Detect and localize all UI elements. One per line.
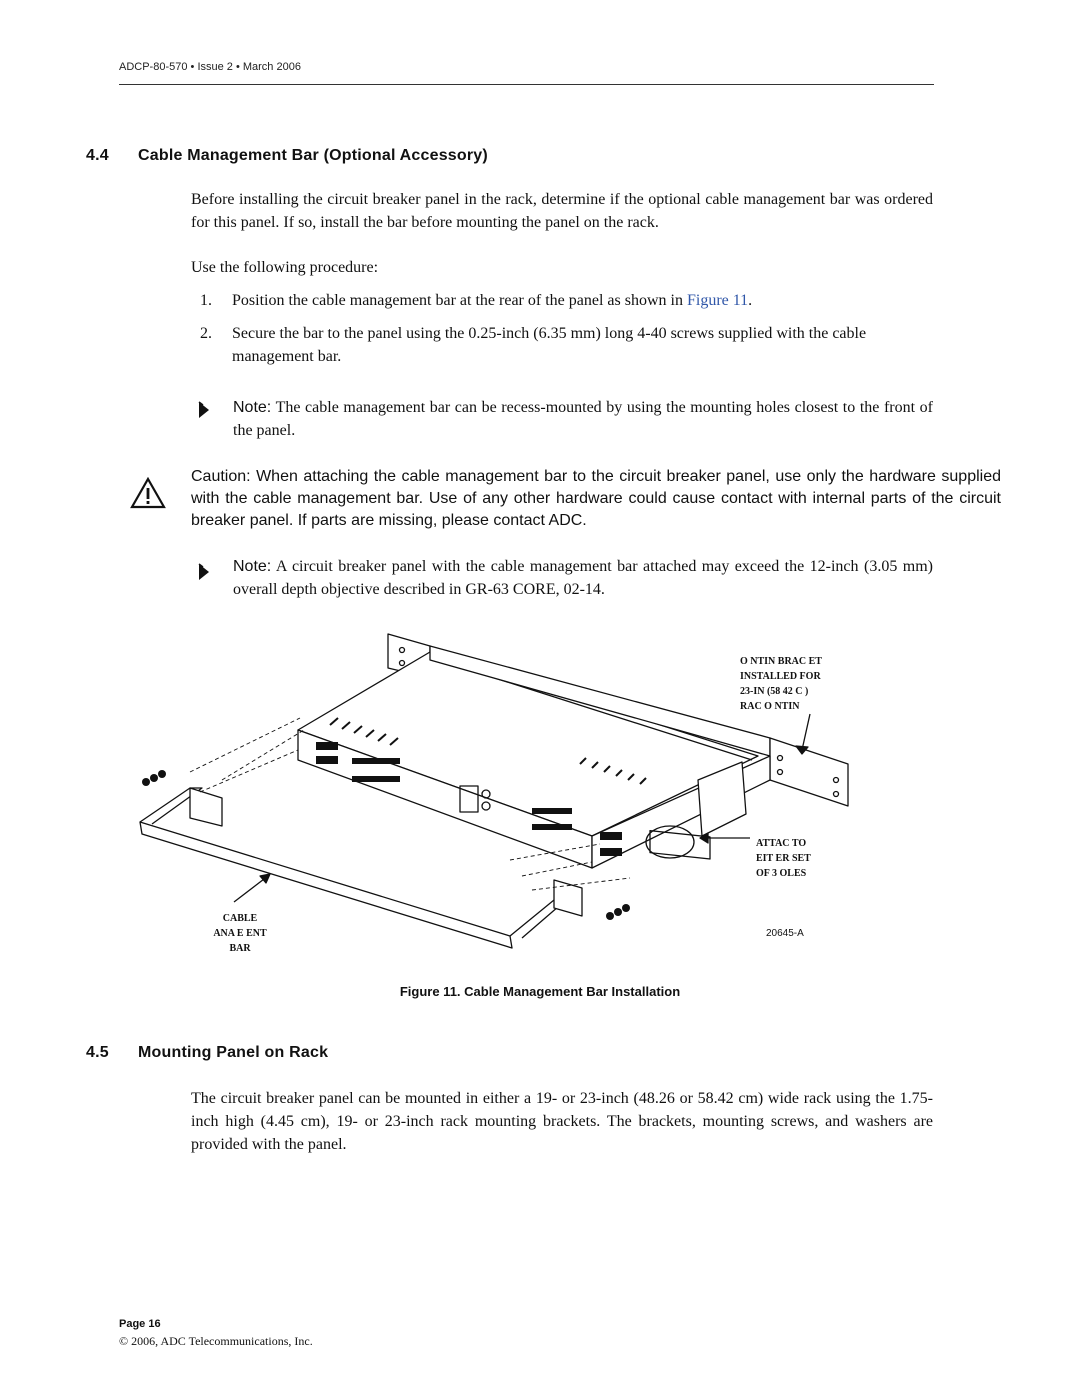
callout-line: INSTALLED FOR xyxy=(740,671,821,682)
section-number: 4.5 xyxy=(86,1044,109,1061)
mounting-paragraph: The circuit breaker panel can be mounted in either a 19- or 23-inch (48.26 or 58.42 cm) wide rack using the 1.75-inch high (4.45 cm), 19- or 23-inch rack mounting brackets. The brackets, mounting screws, and washers are provided with the panel. xyxy=(191,1090,933,1153)
note-pointer-icon xyxy=(197,401,211,419)
copyright: © 2006, ADC Telecommunications, Inc. xyxy=(119,1334,313,1348)
note-pointer-icon xyxy=(197,563,211,581)
note-recess-mount xyxy=(233,396,933,442)
callout-attach-holes xyxy=(756,836,811,881)
step-number: 2. xyxy=(200,325,212,342)
callout-line: BAR xyxy=(229,943,251,954)
figure-11-illustration xyxy=(130,630,870,965)
header-rule xyxy=(119,84,934,85)
callout-line: CABLE xyxy=(222,913,258,924)
section-number: 4.4 xyxy=(86,147,109,164)
callout-line: 23-IN (58 42 C ) xyxy=(740,686,809,697)
procedure-step xyxy=(200,322,933,368)
intro-paragraph: Before installing the circuit breaker panel in the rack, determine if the optional cable management bar was ordered for this panel. If so, install the bar before mounting the panel on the rack. xyxy=(191,191,933,231)
step-text-end: . xyxy=(748,292,753,309)
step-text: Position the cable management bar at the rear of the panel as shown in xyxy=(232,292,687,309)
step-number: 1. xyxy=(200,292,212,309)
callout-line: ATTAC TO xyxy=(756,838,807,849)
document-reference: ADCP-80-570 • Issue 2 • March 2006 xyxy=(119,61,301,73)
callout-line: RAC O NTIN xyxy=(740,701,800,712)
procedure-step xyxy=(200,289,933,312)
note-text: A circuit breaker panel with the cable management bar attached may exceed the 12-inch (3.05 mm) overall depth objective described in GR-63 CORE, 02-14. xyxy=(233,558,933,598)
page-number: Page 16 xyxy=(119,1318,161,1330)
section-heading-4-5 xyxy=(86,1044,328,1062)
section-title: Mounting Panel on Rack xyxy=(138,1044,329,1061)
callout-line: OF 3 OLES xyxy=(756,868,807,879)
drawing-id: 20645-A xyxy=(766,928,804,939)
step-text: Secure the bar to the panel using the 0.25-inch (6.35 mm) long 4-40 screws supplied with the cable management bar. xyxy=(232,325,867,365)
callout-mounting-bracket xyxy=(740,654,822,714)
callout-line: EIT ER SET xyxy=(756,853,811,864)
callout-line: O NTIN BRAC ET xyxy=(740,656,822,667)
figure-caption: Figure 11. Cable Management Bar Installation xyxy=(399,984,681,999)
note-text: The cable management bar can be recess-mounted by using the mounting holes closest to the front of the panel. xyxy=(233,399,933,439)
procedure-intro: Use the following procedure: xyxy=(191,259,379,276)
callout-line: ANA E ENT xyxy=(213,928,267,939)
note-label: Note: xyxy=(233,399,272,416)
section-heading-4-4 xyxy=(86,147,488,165)
section-title: Cable Management Bar (Optional Accessory) xyxy=(138,147,488,164)
caution-warning-icon xyxy=(130,477,166,509)
callout-cable-management-bar xyxy=(206,911,274,956)
note-label: Note: xyxy=(233,558,272,575)
note-depth-objective xyxy=(233,555,933,601)
caution-text: Caution: When attaching the cable management bar to the circuit breaker panel, use only the hardware supplied with the cable management bar. Use of any other hardware could cause contact with internal parts of the circuit breaker panel. If parts are missing, please contact ADC. xyxy=(191,468,1001,529)
figure-11-link[interactable]: Figure 11 xyxy=(686,292,749,309)
